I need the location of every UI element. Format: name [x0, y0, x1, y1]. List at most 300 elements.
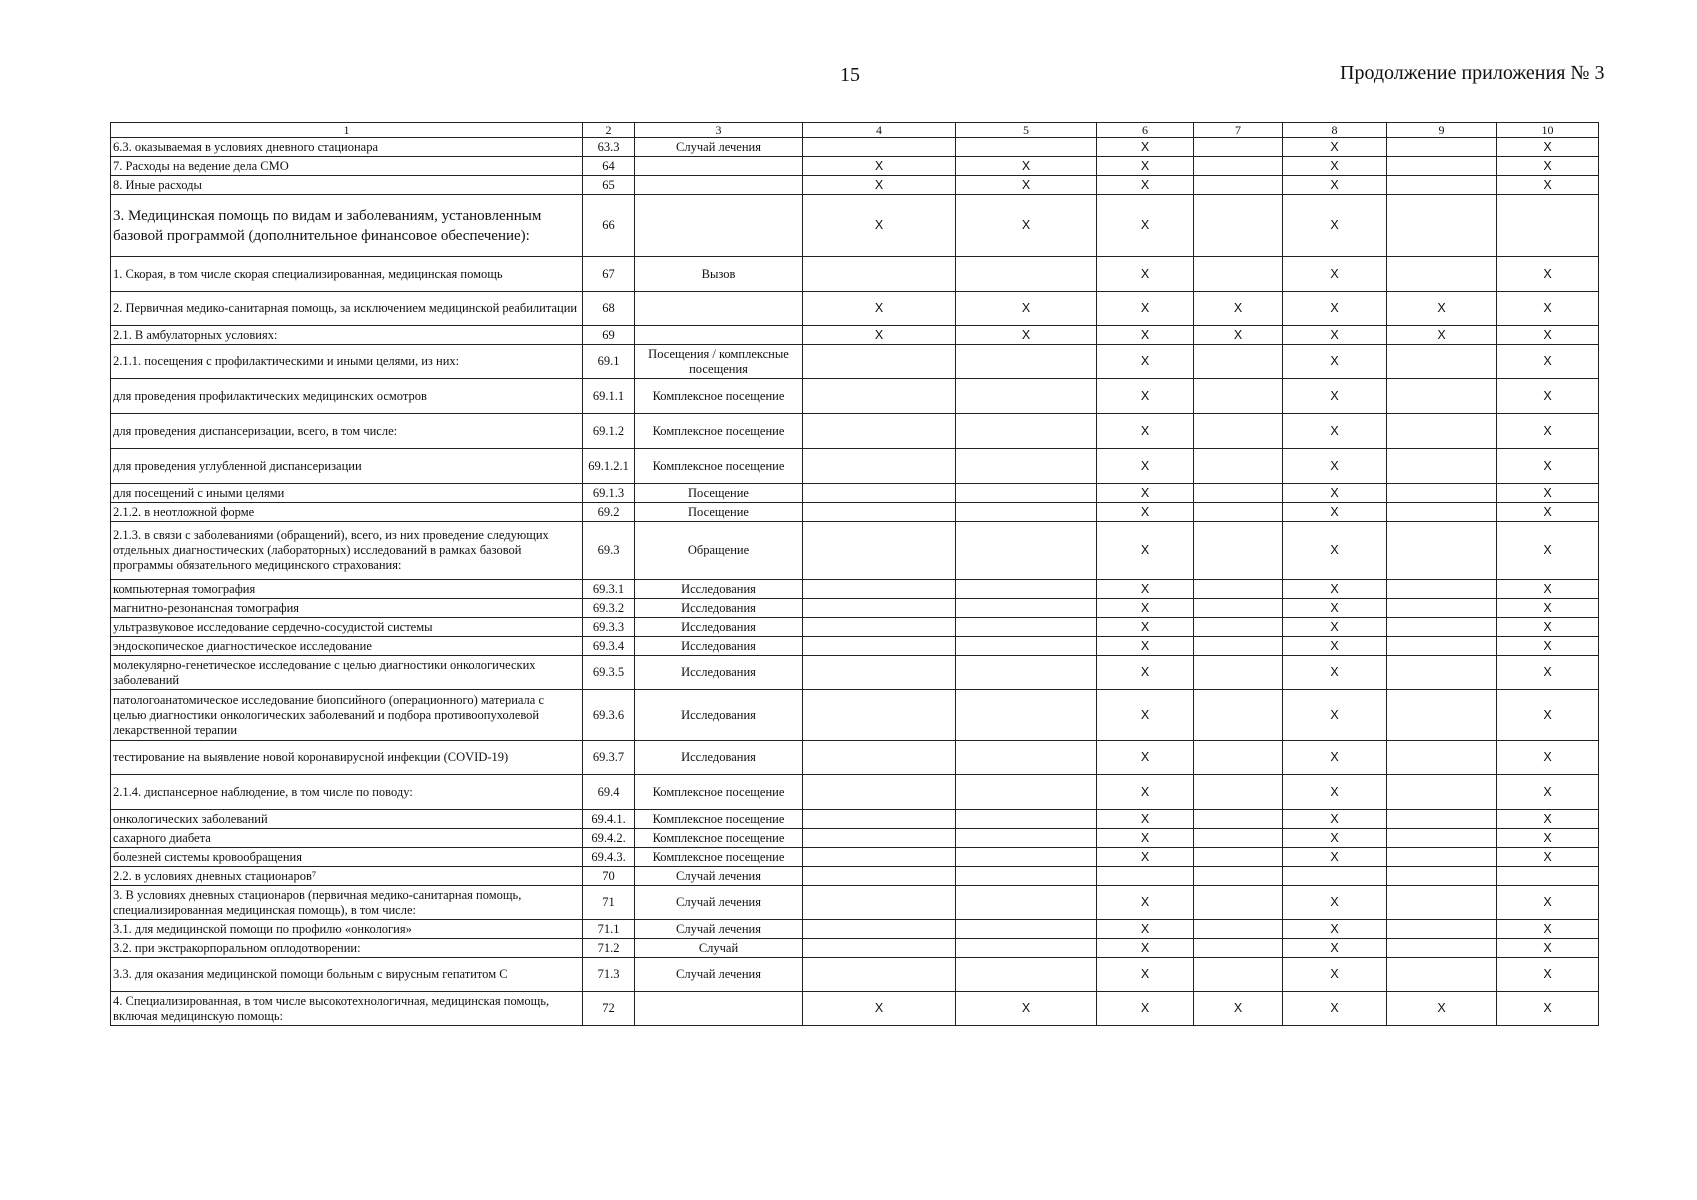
mark-cell-col-7 — [1194, 257, 1283, 292]
row-unit-cell: Случай лечения — [635, 958, 803, 992]
row-unit-cell: Комплексное посещение — [635, 829, 803, 848]
mark-cell-col-5: X — [956, 195, 1097, 257]
mark-cell-col-8: X — [1283, 326, 1387, 345]
mark-cell-col-9: X — [1387, 992, 1497, 1026]
mark-cell-col-10: X — [1497, 656, 1599, 690]
mark-cell-col-4 — [803, 867, 956, 886]
mark-cell-col-7 — [1194, 503, 1283, 522]
mark-cell-col-6: X — [1097, 958, 1194, 992]
mark-cell-col-9 — [1387, 848, 1497, 867]
mark-cell-col-10: X — [1497, 939, 1599, 958]
mark-cell-col-4 — [803, 958, 956, 992]
financing-table — [110, 122, 1599, 1026]
mark-cell-col-4 — [803, 449, 956, 484]
row-name-cell: эндоскопическое диагностическое исследование — [111, 637, 583, 656]
row-name-cell: для проведения профилактических медицинских осмотров — [111, 379, 583, 414]
row-unit-cell: Посещение — [635, 484, 803, 503]
mark-cell-col-8: X — [1283, 484, 1387, 503]
column-header: 1 — [111, 123, 583, 138]
mark-cell-col-9 — [1387, 637, 1497, 656]
row-unit-cell: Комплексное посещение — [635, 414, 803, 449]
mark-cell-col-10: X — [1497, 345, 1599, 379]
table-row — [111, 157, 1599, 176]
mark-cell-col-9 — [1387, 690, 1497, 741]
row-unit-cell: Посещения / комплексные посещения — [635, 345, 803, 379]
mark-cell-col-7 — [1194, 690, 1283, 741]
mark-cell-col-5 — [956, 580, 1097, 599]
mark-cell-col-4 — [803, 656, 956, 690]
page-number: 15 — [840, 64, 860, 86]
mark-cell-col-10: X — [1497, 157, 1599, 176]
mark-cell-col-8: X — [1283, 810, 1387, 829]
row-unit-cell — [635, 157, 803, 176]
column-header: 9 — [1387, 123, 1497, 138]
row-code-cell: 67 — [583, 257, 635, 292]
mark-cell-col-4: X — [803, 326, 956, 345]
column-header: 6 — [1097, 123, 1194, 138]
mark-cell-col-8: X — [1283, 176, 1387, 195]
row-name-cell: для проведения углубленной диспансеризации — [111, 449, 583, 484]
row-name-cell: для проведения диспансеризации, всего, в том числе: — [111, 414, 583, 449]
table-row — [111, 522, 1599, 580]
mark-cell-col-7 — [1194, 522, 1283, 580]
mark-cell-col-6: X — [1097, 292, 1194, 326]
mark-cell-col-10: X — [1497, 522, 1599, 580]
table-row — [111, 618, 1599, 637]
mark-cell-col-7 — [1194, 599, 1283, 618]
row-name-cell: ультразвуковое исследование сердечно-сосудистой системы — [111, 618, 583, 637]
mark-cell-col-10: X — [1497, 580, 1599, 599]
row-code-cell: 69.4.2. — [583, 829, 635, 848]
mark-cell-col-7 — [1194, 138, 1283, 157]
row-name-cell: 2.1.3. в связи с заболеваниями (обращений), всего, из них проведение следующих отдельных диагностических (лабораторных) исследований в рамках базовой программы обязательного медицинского страхования: — [111, 522, 583, 580]
row-name-cell: болезней системы кровообращения — [111, 848, 583, 867]
row-name-cell: 8. Иные расходы — [111, 176, 583, 195]
column-header: 2 — [583, 123, 635, 138]
row-name-cell: 2.1.1. посещения с профилактическими и иными целями, из них: — [111, 345, 583, 379]
mark-cell-col-5 — [956, 257, 1097, 292]
table-row — [111, 345, 1599, 379]
row-code-cell: 69.1.2 — [583, 414, 635, 449]
mark-cell-col-10: X — [1497, 379, 1599, 414]
mark-cell-col-8: X — [1283, 829, 1387, 848]
mark-cell-col-9 — [1387, 920, 1497, 939]
mark-cell-col-9 — [1387, 958, 1497, 992]
row-unit-cell: Исследования — [635, 599, 803, 618]
mark-cell-col-9: X — [1387, 326, 1497, 345]
table-row — [111, 810, 1599, 829]
mark-cell-col-10: X — [1497, 257, 1599, 292]
mark-cell-col-7: X — [1194, 326, 1283, 345]
mark-cell-col-5 — [956, 741, 1097, 775]
row-name-cell: компьютерная томография — [111, 580, 583, 599]
mark-cell-col-6: X — [1097, 829, 1194, 848]
row-unit-cell: Комплексное посещение — [635, 379, 803, 414]
mark-cell-col-5 — [956, 522, 1097, 580]
table-row — [111, 176, 1599, 195]
mark-cell-col-4 — [803, 741, 956, 775]
row-name-cell: для посещений с иными целями — [111, 484, 583, 503]
mark-cell-col-5: X — [956, 292, 1097, 326]
row-code-cell: 71.1 — [583, 920, 635, 939]
row-name-cell: сахарного диабета — [111, 829, 583, 848]
row-name-cell: 4. Специализированная, в том числе высокотехнологичная, медицинская помощь, включая медицинскую помощь: — [111, 992, 583, 1026]
mark-cell-col-4 — [803, 939, 956, 958]
mark-cell-col-9 — [1387, 599, 1497, 618]
row-name-cell: 3. Медицинская помощь по видам и заболеваниям, установленным базовой программой (дополнительное финансовое обеспечение): — [111, 195, 583, 257]
mark-cell-col-5: X — [956, 992, 1097, 1026]
table-row — [111, 379, 1599, 414]
mark-cell-col-7: X — [1194, 292, 1283, 326]
mark-cell-col-9 — [1387, 257, 1497, 292]
mark-cell-col-5 — [956, 775, 1097, 810]
mark-cell-col-8: X — [1283, 157, 1387, 176]
mark-cell-col-9 — [1387, 379, 1497, 414]
mark-cell-col-7 — [1194, 829, 1283, 848]
row-code-cell: 69.2 — [583, 503, 635, 522]
row-code-cell: 71 — [583, 886, 635, 920]
table-row — [111, 829, 1599, 848]
mark-cell-col-4 — [803, 920, 956, 939]
mark-cell-col-10: X — [1497, 886, 1599, 920]
table-row — [111, 992, 1599, 1026]
row-unit-cell: Исследования — [635, 690, 803, 741]
mark-cell-col-7 — [1194, 848, 1283, 867]
mark-cell-col-5 — [956, 618, 1097, 637]
mark-cell-col-5 — [956, 810, 1097, 829]
mark-cell-col-7 — [1194, 958, 1283, 992]
mark-cell-col-7 — [1194, 886, 1283, 920]
table-row — [111, 867, 1599, 886]
mark-cell-col-7 — [1194, 810, 1283, 829]
mark-cell-col-6: X — [1097, 618, 1194, 637]
mark-cell-col-8: X — [1283, 414, 1387, 449]
mark-cell-col-4 — [803, 637, 956, 656]
mark-cell-col-5 — [956, 503, 1097, 522]
mark-cell-col-9 — [1387, 138, 1497, 157]
row-code-cell: 70 — [583, 867, 635, 886]
table-body — [111, 123, 1599, 1026]
mark-cell-col-5 — [956, 690, 1097, 741]
mark-cell-col-8: X — [1283, 138, 1387, 157]
mark-cell-col-6: X — [1097, 138, 1194, 157]
mark-cell-col-7 — [1194, 484, 1283, 503]
mark-cell-col-4 — [803, 522, 956, 580]
table-row — [111, 886, 1599, 920]
table-row — [111, 484, 1599, 503]
mark-cell-col-6: X — [1097, 741, 1194, 775]
mark-cell-col-10: X — [1497, 741, 1599, 775]
mark-cell-col-10: X — [1497, 848, 1599, 867]
mark-cell-col-5 — [956, 138, 1097, 157]
mark-cell-col-7 — [1194, 656, 1283, 690]
mark-cell-col-4 — [803, 848, 956, 867]
mark-cell-col-10: X — [1497, 449, 1599, 484]
mark-cell-col-8: X — [1283, 195, 1387, 257]
mark-cell-col-10: X — [1497, 920, 1599, 939]
row-unit-cell: Посещение — [635, 503, 803, 522]
mark-cell-col-9 — [1387, 484, 1497, 503]
mark-cell-col-4 — [803, 829, 956, 848]
mark-cell-col-9 — [1387, 867, 1497, 886]
mark-cell-col-5 — [956, 656, 1097, 690]
mark-cell-col-5: X — [956, 326, 1097, 345]
mark-cell-col-4 — [803, 599, 956, 618]
mark-cell-col-6: X — [1097, 690, 1194, 741]
mark-cell-col-10: X — [1497, 690, 1599, 741]
mark-cell-col-7 — [1194, 867, 1283, 886]
row-code-cell: 69.3.5 — [583, 656, 635, 690]
mark-cell-col-7 — [1194, 920, 1283, 939]
mark-cell-col-7 — [1194, 741, 1283, 775]
mark-cell-col-8: X — [1283, 886, 1387, 920]
table-row — [111, 138, 1599, 157]
column-header: 10 — [1497, 123, 1599, 138]
mark-cell-col-6: X — [1097, 176, 1194, 195]
table-row — [111, 939, 1599, 958]
row-code-cell: 69.3.6 — [583, 690, 635, 741]
mark-cell-col-9 — [1387, 775, 1497, 810]
row-code-cell: 72 — [583, 992, 635, 1026]
table-row — [111, 637, 1599, 656]
row-unit-cell — [635, 992, 803, 1026]
row-name-cell: 3.2. при экстракорпоральном оплодотворении: — [111, 939, 583, 958]
mark-cell-col-6: X — [1097, 326, 1194, 345]
table-row — [111, 656, 1599, 690]
row-code-cell: 69.3 — [583, 522, 635, 580]
row-code-cell: 69.1.2.1 — [583, 449, 635, 484]
mark-cell-col-10: X — [1497, 484, 1599, 503]
mark-cell-col-10: X — [1497, 829, 1599, 848]
mark-cell-col-6: X — [1097, 580, 1194, 599]
row-code-cell: 63.3 — [583, 138, 635, 157]
row-code-cell: 69.4 — [583, 775, 635, 810]
row-name-cell: 2. Первичная медико-санитарная помощь, за исключением медицинской реабилитации — [111, 292, 583, 326]
mark-cell-col-10: X — [1497, 599, 1599, 618]
column-header: 7 — [1194, 123, 1283, 138]
mark-cell-col-9 — [1387, 618, 1497, 637]
row-unit-cell: Исследования — [635, 741, 803, 775]
row-code-cell: 69 — [583, 326, 635, 345]
row-code-cell: 66 — [583, 195, 635, 257]
table-row — [111, 257, 1599, 292]
row-name-cell: 2.1.2. в неотложной форме — [111, 503, 583, 522]
mark-cell-col-8: X — [1283, 503, 1387, 522]
mark-cell-col-5: X — [956, 157, 1097, 176]
mark-cell-col-9 — [1387, 886, 1497, 920]
mark-cell-col-5 — [956, 345, 1097, 379]
mark-cell-col-5 — [956, 414, 1097, 449]
mark-cell-col-4 — [803, 580, 956, 599]
mark-cell-col-6: X — [1097, 920, 1194, 939]
row-unit-cell: Случай — [635, 939, 803, 958]
mark-cell-col-10: X — [1497, 992, 1599, 1026]
row-name-cell: 7. Расходы на ведение дела СМО — [111, 157, 583, 176]
mark-cell-col-8: X — [1283, 848, 1387, 867]
row-code-cell: 69.3.1 — [583, 580, 635, 599]
mark-cell-col-10: X — [1497, 618, 1599, 637]
mark-cell-col-5 — [956, 958, 1097, 992]
row-unit-cell: Комплексное посещение — [635, 775, 803, 810]
mark-cell-col-6: X — [1097, 449, 1194, 484]
row-name-cell: магнитно-резонансная томография — [111, 599, 583, 618]
mark-cell-col-4: X — [803, 157, 956, 176]
mark-cell-col-7 — [1194, 379, 1283, 414]
mark-cell-col-6: X — [1097, 522, 1194, 580]
mark-cell-col-7: X — [1194, 992, 1283, 1026]
mark-cell-col-8: X — [1283, 690, 1387, 741]
row-unit-cell: Исследования — [635, 656, 803, 690]
mark-cell-col-5: X — [956, 176, 1097, 195]
mark-cell-col-4 — [803, 690, 956, 741]
mark-cell-col-5 — [956, 848, 1097, 867]
row-code-cell: 65 — [583, 176, 635, 195]
mark-cell-col-10: X — [1497, 138, 1599, 157]
mark-cell-col-6: X — [1097, 414, 1194, 449]
row-unit-cell: Исследования — [635, 637, 803, 656]
mark-cell-col-7 — [1194, 157, 1283, 176]
table-row — [111, 414, 1599, 449]
mark-cell-col-6: X — [1097, 195, 1194, 257]
row-unit-cell: Комплексное посещение — [635, 848, 803, 867]
mark-cell-col-8: X — [1283, 958, 1387, 992]
mark-cell-col-4: X — [803, 176, 956, 195]
mark-cell-col-6: X — [1097, 484, 1194, 503]
row-code-cell: 69.4.3. — [583, 848, 635, 867]
table-row — [111, 503, 1599, 522]
row-name-cell: 2.1.4. диспансерное наблюдение, в том числе по поводу: — [111, 775, 583, 810]
row-name-cell: 3.3. для оказания медицинской помощи больным с вирусным гепатитом С — [111, 958, 583, 992]
mark-cell-col-10: X — [1497, 775, 1599, 810]
table-row — [111, 292, 1599, 326]
mark-cell-col-4: X — [803, 992, 956, 1026]
mark-cell-col-7 — [1194, 775, 1283, 810]
mark-cell-col-10: X — [1497, 637, 1599, 656]
row-unit-cell — [635, 326, 803, 345]
row-code-cell: 69.1 — [583, 345, 635, 379]
row-code-cell: 69.1.1 — [583, 379, 635, 414]
mark-cell-col-5 — [956, 886, 1097, 920]
row-unit-cell: Обращение — [635, 522, 803, 580]
table-row — [111, 958, 1599, 992]
mark-cell-col-6: X — [1097, 257, 1194, 292]
row-name-cell: 2.2. в условиях дневных стационаров⁷ — [111, 867, 583, 886]
table-row — [111, 690, 1599, 741]
mark-cell-col-9 — [1387, 195, 1497, 257]
mark-cell-col-8: X — [1283, 637, 1387, 656]
table-row — [111, 580, 1599, 599]
table-row — [111, 920, 1599, 939]
mark-cell-col-8: X — [1283, 580, 1387, 599]
row-unit-cell: Исследования — [635, 618, 803, 637]
mark-cell-col-7 — [1194, 176, 1283, 195]
row-name-cell: 3. В условиях дневных стационаров (первичная медико-санитарная помощь, специализированная медицинская помощь), в том числе: — [111, 886, 583, 920]
mark-cell-col-10: X — [1497, 958, 1599, 992]
mark-cell-col-7 — [1194, 939, 1283, 958]
mark-cell-col-8: X — [1283, 522, 1387, 580]
mark-cell-col-6: X — [1097, 992, 1194, 1026]
mark-cell-col-9 — [1387, 345, 1497, 379]
row-unit-cell — [635, 176, 803, 195]
mark-cell-col-10: X — [1497, 292, 1599, 326]
row-unit-cell: Случай лечения — [635, 138, 803, 157]
row-name-cell: 1. Скорая, в том числе скорая специализированная, медицинская помощь — [111, 257, 583, 292]
mark-cell-col-6: X — [1097, 379, 1194, 414]
mark-cell-col-6: X — [1097, 656, 1194, 690]
mark-cell-col-7 — [1194, 580, 1283, 599]
mark-cell-col-7 — [1194, 345, 1283, 379]
mark-cell-col-9 — [1387, 522, 1497, 580]
row-name-cell: онкологических заболеваний — [111, 810, 583, 829]
mark-cell-col-6: X — [1097, 157, 1194, 176]
mark-cell-col-5 — [956, 920, 1097, 939]
mark-cell-col-5 — [956, 867, 1097, 886]
mark-cell-col-8: X — [1283, 741, 1387, 775]
row-code-cell: 69.4.1. — [583, 810, 635, 829]
mark-cell-col-8: X — [1283, 656, 1387, 690]
column-header: 8 — [1283, 123, 1387, 138]
mark-cell-col-9 — [1387, 810, 1497, 829]
mark-cell-col-10: X — [1497, 326, 1599, 345]
row-unit-cell: Комплексное посещение — [635, 449, 803, 484]
mark-cell-col-10 — [1497, 195, 1599, 257]
row-unit-cell: Случай лечения — [635, 867, 803, 886]
row-code-cell: 71.2 — [583, 939, 635, 958]
row-name-cell: тестирование на выявление новой коронавирусной инфекции (COVID-19) — [111, 741, 583, 775]
mark-cell-col-7 — [1194, 637, 1283, 656]
mark-cell-col-4 — [803, 775, 956, 810]
table-row — [111, 741, 1599, 775]
table-row — [111, 775, 1599, 810]
mark-cell-col-4 — [803, 257, 956, 292]
row-code-cell: 69.3.2 — [583, 599, 635, 618]
mark-cell-col-10: X — [1497, 810, 1599, 829]
table-row — [111, 599, 1599, 618]
mark-cell-col-5 — [956, 939, 1097, 958]
mark-cell-col-4 — [803, 414, 956, 449]
mark-cell-col-8: X — [1283, 379, 1387, 414]
mark-cell-col-8: X — [1283, 775, 1387, 810]
mark-cell-col-9 — [1387, 503, 1497, 522]
mark-cell-col-6: X — [1097, 775, 1194, 810]
row-code-cell: 69.3.7 — [583, 741, 635, 775]
mark-cell-col-10: X — [1497, 176, 1599, 195]
mark-cell-col-9 — [1387, 414, 1497, 449]
column-header: 5 — [956, 123, 1097, 138]
row-unit-cell — [635, 292, 803, 326]
mark-cell-col-9 — [1387, 741, 1497, 775]
mark-cell-col-4 — [803, 503, 956, 522]
mark-cell-col-7 — [1194, 618, 1283, 637]
mark-cell-col-6: X — [1097, 637, 1194, 656]
row-unit-cell: Вызов — [635, 257, 803, 292]
row-code-cell: 69.3.4 — [583, 637, 635, 656]
row-unit-cell: Случай лечения — [635, 886, 803, 920]
table-row — [111, 195, 1599, 257]
mark-cell-col-8: X — [1283, 599, 1387, 618]
appendix-continuation-note: Продолжение приложения № 3 — [1340, 62, 1605, 84]
column-header: 4 — [803, 123, 956, 138]
mark-cell-col-9 — [1387, 656, 1497, 690]
mark-cell-col-9 — [1387, 157, 1497, 176]
row-unit-cell: Исследования — [635, 580, 803, 599]
mark-cell-col-6: X — [1097, 810, 1194, 829]
row-unit-cell: Случай лечения — [635, 920, 803, 939]
mark-cell-col-8: X — [1283, 292, 1387, 326]
mark-cell-col-6: X — [1097, 939, 1194, 958]
mark-cell-col-10 — [1497, 867, 1599, 886]
row-name-cell: молекулярно-генетическое исследование с целью диагностики онкологических заболеваний — [111, 656, 583, 690]
